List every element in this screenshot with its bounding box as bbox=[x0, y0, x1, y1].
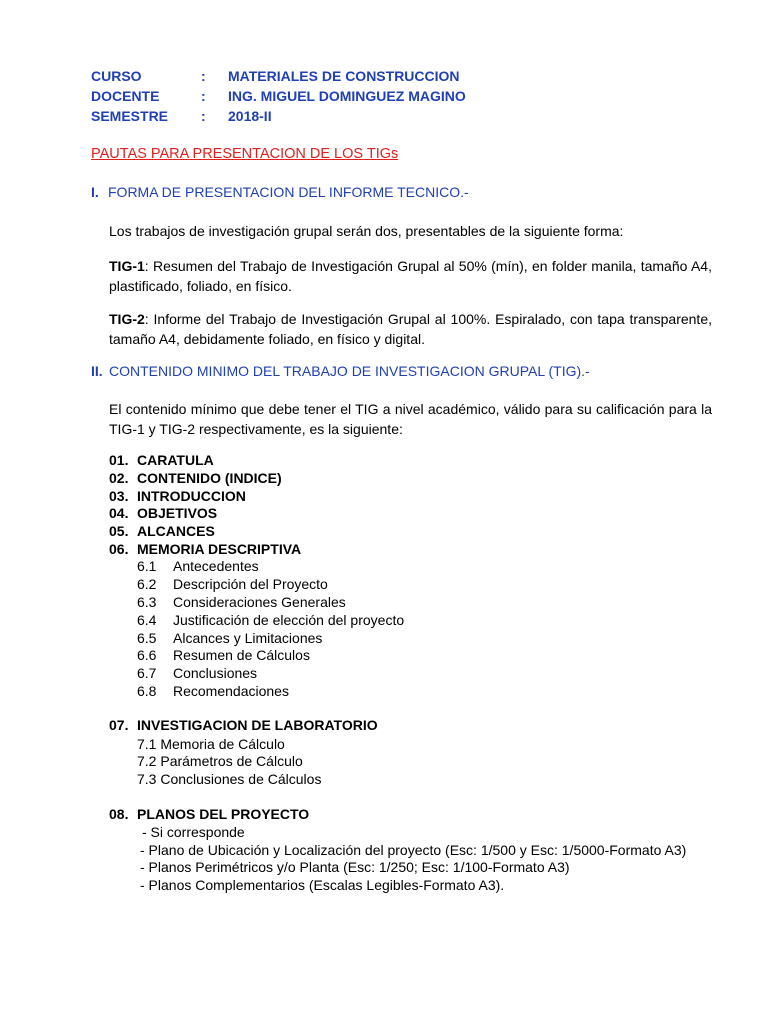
subitem-number: 6.5 bbox=[137, 630, 157, 646]
header-value: ING. MIGUEL DOMINGUEZ MAGINO bbox=[228, 88, 466, 104]
section-title: CONTENIDO MINIMO DEL TRABAJO DE INVESTIGACION GRUPAL (TIG).- bbox=[109, 363, 590, 379]
header-separator: : bbox=[201, 108, 206, 124]
item-number: 05. bbox=[109, 523, 129, 539]
item-number: 07. bbox=[109, 717, 129, 733]
section-numeral: I. bbox=[91, 184, 99, 200]
item-label: INVESTIGACION DE LABORATORIO bbox=[137, 717, 378, 733]
subitem-label: Recomendaciones bbox=[173, 683, 289, 699]
page-title: PAUTAS PARA PRESENTACION DE LOS TIGs bbox=[91, 146, 399, 162]
item-label: CONTENIDO (INDICE) bbox=[137, 470, 282, 486]
planos-subitem: - Planos Complementarios (Escalas Legibles-Formato A3). bbox=[140, 877, 505, 893]
lab-subitem: 7.1 Memoria de Cálculo bbox=[137, 736, 285, 752]
lab-subitem: 7.2 Parámetros de Cálculo bbox=[137, 753, 303, 769]
subitem-label: Conclusiones bbox=[173, 665, 258, 681]
item-label: INTRODUCCION bbox=[137, 488, 246, 504]
section-2-heading bbox=[91, 362, 590, 380]
subitem-number: 6.3 bbox=[137, 594, 157, 610]
header-separator: : bbox=[201, 88, 206, 104]
header-separator: : bbox=[201, 68, 206, 84]
lab-subitem: 7.3 Conclusiones de Cálculos bbox=[137, 771, 322, 787]
subitem-number: 6.2 bbox=[137, 576, 157, 592]
header-label: SEMESTRE bbox=[91, 108, 169, 124]
tig2-paragraph bbox=[109, 309, 712, 349]
item-number: 03. bbox=[109, 488, 129, 504]
item-number: 02. bbox=[109, 470, 129, 486]
item-label: ALCANCES bbox=[137, 523, 215, 539]
subitem-label: Consideraciones Generales bbox=[173, 594, 346, 610]
subitem-number: 6.6 bbox=[137, 647, 157, 663]
item-number: 04. bbox=[109, 505, 129, 521]
tig2-label: TIG-2 bbox=[109, 311, 145, 327]
subitem-number: 6.7 bbox=[137, 665, 157, 681]
subitem-number: 6.1 bbox=[137, 558, 157, 574]
subitem-label: Descripción del Proyecto bbox=[173, 576, 328, 592]
section-title: FORMA DE PRESENTACION DEL INFORME TECNICO.- bbox=[108, 184, 469, 200]
section-1-intro: Los trabajos de investigación grupal serán dos, presentables de la siguiente forma: bbox=[109, 223, 624, 239]
section-numeral: II. bbox=[91, 363, 103, 379]
item-number: 01. bbox=[109, 452, 129, 468]
subitem-number: 6.4 bbox=[137, 612, 157, 628]
item-number: 08. bbox=[109, 806, 129, 822]
tig1-paragraph bbox=[109, 256, 712, 296]
item-label: CARATULA bbox=[137, 452, 214, 468]
planos-subitem: - Planos Perimétricos y/o Planta (Esc: 1/250; Esc: 1/100-Formato A3) bbox=[140, 859, 570, 875]
tig1-text: : Resumen del Trabajo de Investigación Grupal al 50% (mín), en folder manila, tamaño A4, plastificado, foliado, en físico. bbox=[109, 258, 712, 294]
section-1-heading bbox=[91, 183, 469, 201]
tig1-label: TIG-1 bbox=[109, 258, 145, 274]
subitem-label: Alcances y Limitaciones bbox=[173, 630, 323, 646]
planos-subitem: - Si corresponde bbox=[142, 824, 245, 840]
section-2-intro: El contenido mínimo que debe tener el TIG a nivel académico, válido para su calificación para la TIG-1 y TIG-2 respectivamente, es la siguiente: bbox=[109, 401, 712, 437]
subitem-label: Antecedentes bbox=[173, 558, 259, 574]
item-label: MEMORIA DESCRIPTIVA bbox=[137, 541, 302, 557]
subitem-number: 6.8 bbox=[137, 683, 157, 699]
header-label: CURSO bbox=[91, 68, 142, 84]
planos-subitem: - Plano de Ubicación y Localización del proyecto (Esc: 1/500 y Esc: 1/5000-Formato A3) bbox=[140, 842, 687, 858]
subitem-label: Justificación de elección del proyecto bbox=[173, 612, 405, 628]
item-label: PLANOS DEL PROYECTO bbox=[137, 806, 310, 822]
tig2-text: : Informe del Trabajo de Investigación Grupal al 100%. Espiralado, con tapa transparente, tamaño A4, debidamente foliado, en físico y digital. bbox=[109, 311, 712, 347]
header-value: MATERIALES DE CONSTRUCCION bbox=[228, 68, 460, 84]
item-number: 06. bbox=[109, 541, 129, 557]
header-label: DOCENTE bbox=[91, 88, 160, 104]
header-value: 2018-II bbox=[228, 108, 272, 124]
item-label: OBJETIVOS bbox=[137, 505, 218, 521]
subitem-label: Resumen de Cálculos bbox=[173, 647, 310, 663]
